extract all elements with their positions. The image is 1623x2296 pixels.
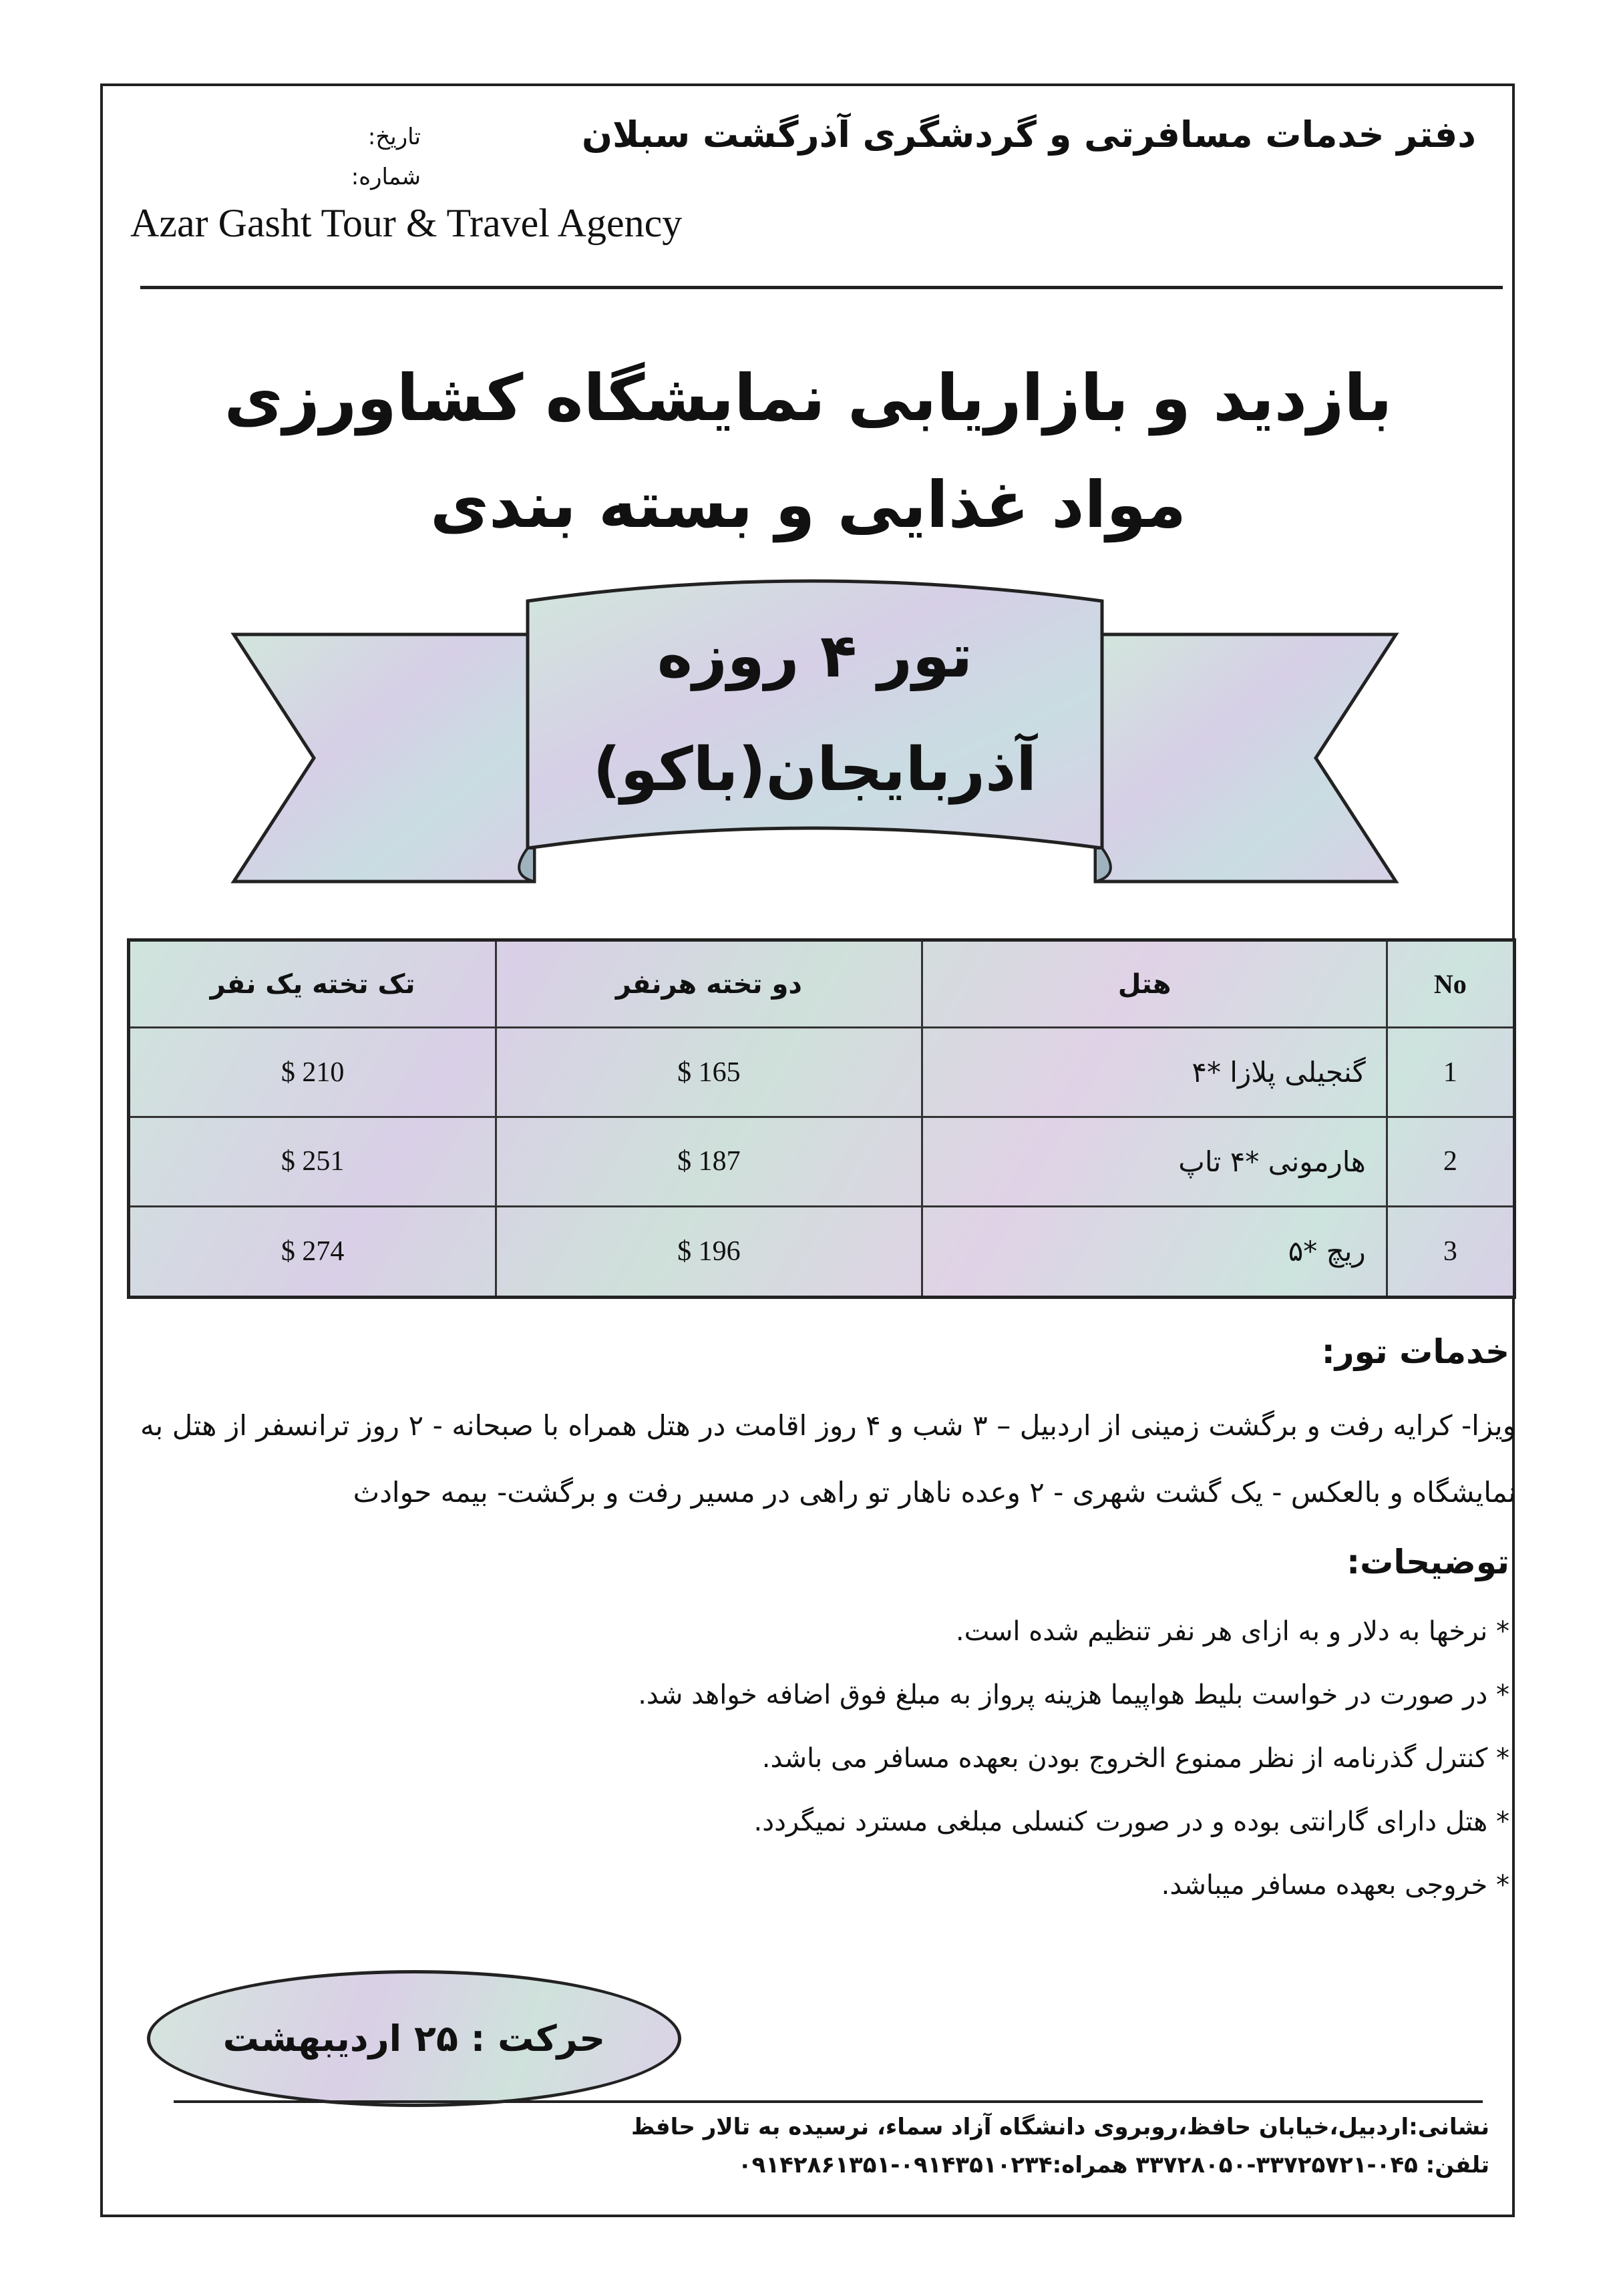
row-hotel: گنجیلی پلازا *۴ bbox=[922, 1028, 1387, 1117]
number-label: شماره: bbox=[351, 164, 421, 190]
note-item: * کنترل گذرنامه از نظر ممنوع الخروج بودن بعهده مسافر می باشد. bbox=[761, 1743, 1509, 1774]
note-item: * خروجی بعهده مسافر میباشد. bbox=[1161, 1870, 1509, 1901]
date-label: تاریخ: bbox=[367, 124, 421, 150]
services-text: ویزا- کرایه رفت و برگشت زمینی از اردبیل – ۳ شب و ۴ روز اقامت در هتل همراه با صبحانه - ۲ روز ترانسفر از هتل به نمایشگاه و بالعکس - یک گشت شهری - ۲ وعده ناهار تو راهی در مسیر رفت و برگشت- بیمه حوادث bbox=[140, 1409, 1516, 1509]
notes-title: توضیحات: bbox=[1346, 1543, 1509, 1581]
row-single-price: 251 $ bbox=[129, 1117, 496, 1207]
departure-text: حرکت : ۲۵ اردیبهشت bbox=[222, 2018, 606, 2060]
row-no: 3 bbox=[1387, 1206, 1514, 1297]
departure-badge bbox=[147, 1970, 681, 2107]
row-hotel: هارمونی *۴ تاپ bbox=[922, 1117, 1387, 1207]
row-double-price: 165 $ bbox=[496, 1028, 922, 1117]
row-double-price: 196 $ bbox=[496, 1206, 922, 1297]
price-table bbox=[127, 938, 1516, 1299]
note-item: * نرخها به دلار و به ازای هر نفر تنظیم شده است. bbox=[955, 1616, 1509, 1647]
table-row bbox=[129, 1028, 1515, 1117]
ribbon-right-tail bbox=[1095, 634, 1396, 882]
header-divider bbox=[140, 286, 1503, 289]
table-row bbox=[129, 1206, 1515, 1297]
row-double-price: 187 $ bbox=[496, 1117, 922, 1207]
ribbon-line-1: تور ۴ روزه bbox=[657, 621, 973, 691]
row-hotel: ریچ *۵ bbox=[922, 1206, 1387, 1297]
row-single-price: 274 $ bbox=[129, 1206, 496, 1297]
note-item: * هتل دارای گارانتی بوده و در صورت کنسلی مبلغی مسترد نمیگردد. bbox=[753, 1806, 1509, 1837]
footer-phone: تلفن: ۰۴۵-۳۳۷۲۵۷۲۱-۳۳۷۲۸۰۵۰ همراه:۰۹۱۴۳۵۱۰۲۳۴-۰۹۱۴۲۸۶۱۳۵۱ bbox=[737, 2152, 1489, 2178]
header-single: تک تخته یک نفر bbox=[129, 940, 496, 1028]
note-item: * در صورت در خواست بلیط هواپیما هزینه پرواز به مبلغ فوق اضافه خواهد شد. bbox=[638, 1680, 1509, 1710]
ribbon-line-2: آذربایجان(باکو) bbox=[592, 735, 1037, 805]
row-single-price: 210 $ bbox=[129, 1028, 496, 1117]
header-no: No bbox=[1387, 940, 1514, 1028]
agency-name-english: Azar Gasht Tour & Travel Agency bbox=[130, 201, 683, 245]
services-title: خدمات تور: bbox=[1321, 1332, 1509, 1371]
table-row bbox=[129, 1117, 1515, 1207]
headline-line-2: مواد غذایی و بسته بندی bbox=[429, 467, 1187, 542]
headline-line-1: بازدید و بازاریابی نمایشگاه کشاورزی bbox=[224, 361, 1393, 435]
header-hotel: هتل bbox=[922, 940, 1387, 1028]
table-header-row bbox=[129, 940, 1515, 1028]
header-double: دو تخته هرنفر bbox=[496, 940, 922, 1028]
agency-name-persian: دفتر خدمات مسافرتی و گردشگری آذرگشت سبلان bbox=[581, 114, 1476, 156]
row-no: 1 bbox=[1387, 1028, 1514, 1117]
ribbon-left-tail bbox=[234, 634, 534, 882]
footer-address: نشانی:اردبیل،خیابان حافظ،روبروی دانشگاه آزاد سماء، نرسیده به تالار حافظ bbox=[630, 2114, 1489, 2140]
footer-divider bbox=[174, 2100, 1483, 2103]
row-no: 2 bbox=[1387, 1117, 1514, 1207]
